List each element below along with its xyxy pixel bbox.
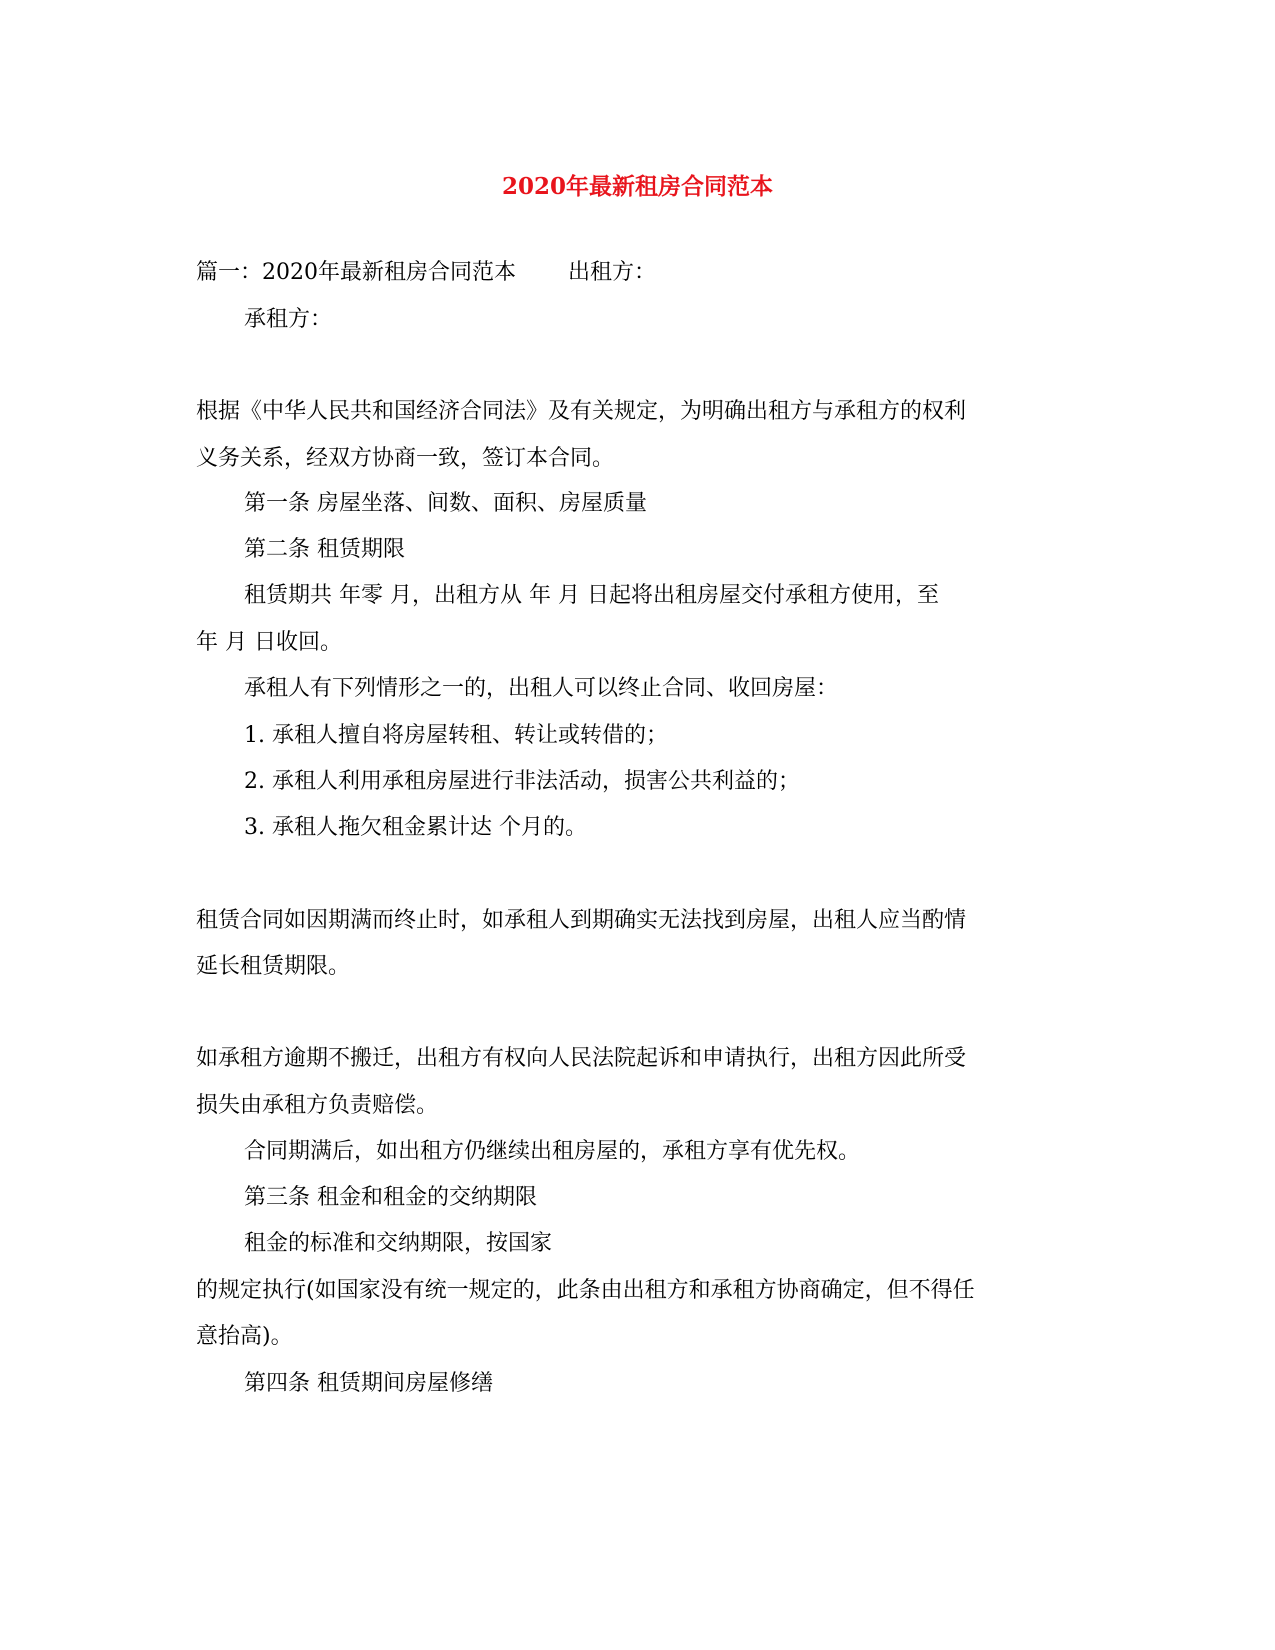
lessee-label: 承租方： bbox=[244, 307, 333, 332]
text-line: 意抬高)。 bbox=[196, 1324, 293, 1349]
chapter-heading: 篇一：2020年最新租房合同范本 bbox=[196, 260, 516, 285]
text-line: 承租人有下列情形之一的，出租人可以终止合同、收回房屋： bbox=[244, 676, 839, 701]
text-line: 义务关系，经双方协商一致，签订本合同。 bbox=[196, 446, 615, 471]
text-line: 合同期满后，如出租方仍继续出租房屋的，承租方享有优先权。 bbox=[244, 1139, 861, 1164]
text-line: 的规定执行(如国家没有统一规定的，此条由出租方和承租方协商确定，但不得任 bbox=[196, 1278, 975, 1303]
article-heading: 第一条 房屋坐落、间数、面积、房屋质量 bbox=[244, 491, 647, 516]
article-heading: 第二条 租赁期限 bbox=[244, 537, 405, 562]
text-line: 租赁期共 年零 月，出租方从 年 月 日起将出租房屋交付承租方使用，至 bbox=[244, 583, 939, 608]
text-line: 根据《中华人民共和国经济合同法》及有关规定，为明确出租方与承租方的权利 bbox=[196, 399, 967, 424]
document-title: 2020年最新租房合同范本 bbox=[501, 173, 773, 200]
text-line bbox=[196, 258, 656, 288]
text-line: 租赁合同如因期满而终止时，如承租人到期确实无法找到房屋，出租人应当酌情 bbox=[196, 908, 967, 933]
list-item: 2. 承租人利用承租房屋进行非法活动，损害公共利益的； bbox=[244, 769, 800, 794]
text-line: 如承租方逾期不搬迁，出租方有权向人民法院起诉和申请执行，出租方因此所受 bbox=[196, 1046, 967, 1071]
text-line: 年 月 日收回。 bbox=[196, 630, 342, 655]
text-line: 损失由承租方负责赔偿。 bbox=[196, 1093, 439, 1118]
list-item: 3. 承租人拖欠租金累计达 个月的。 bbox=[244, 815, 587, 840]
list-item: 1. 承租人擅自将房屋转租、转让或转借的； bbox=[244, 723, 668, 748]
lessor-label: 出租方： bbox=[568, 260, 657, 285]
text-line: 租金的标准和交纳期限，按国家 bbox=[244, 1231, 553, 1256]
text-line: 延长租赁期限。 bbox=[196, 954, 351, 979]
article-heading: 第三条 租金和租金的交纳期限 bbox=[244, 1185, 537, 1210]
article-heading: 第四条 租赁期间房屋修缮 bbox=[244, 1371, 493, 1396]
